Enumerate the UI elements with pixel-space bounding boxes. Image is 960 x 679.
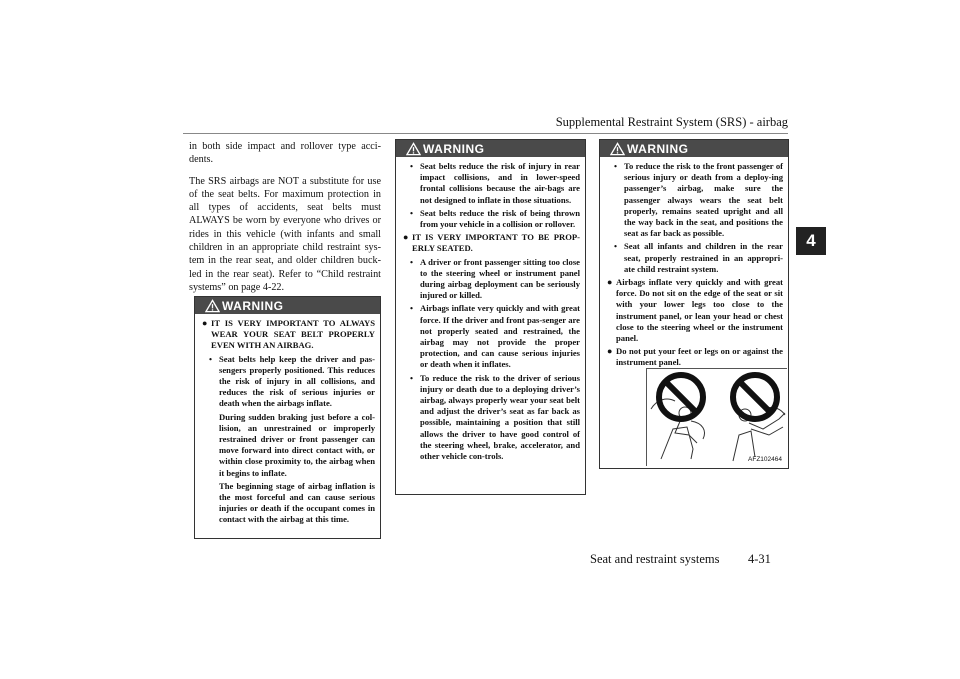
bullet-item: ● Do not put your feet or legs on or against the instrument panel. bbox=[607, 346, 783, 368]
warning-header bbox=[600, 140, 788, 157]
prohibition-icon bbox=[659, 375, 703, 419]
intro-paragraph-2: The SRS airbags are NOT a substitute for use of the seat belts. For maximum protection in all types of accidents, seat belts must ALWAYS be worn by everyone who drives or rides in this vehicle (with infants and small children in an appropriate child restraint sys-tem in the rear seat, and older children buck-led in the rear seat). Refer to “Child restraint systems” on page 4-22. bbox=[189, 175, 381, 293]
warning-box-2 bbox=[395, 139, 586, 495]
page-number: 4-31 bbox=[748, 552, 771, 566]
intro-text bbox=[189, 140, 381, 302]
bullet-item: ● Airbags inflate very quickly and with great force. Do not sit on the edge of the seat or sit with your lower legs too close to the instrument panel, or lean your head or chest close to the steering wheel or the instrument panel. bbox=[607, 277, 783, 344]
warning-triangle-icon bbox=[610, 142, 625, 156]
sub-item: • To reduce the risk to the front passenger of serious injury or death from a deploy-ing passenger’s airbag, make sure the passenger always wears the seat belt properly, remains seated upright and all the way back in the seat, and positions the seat as far back as possible. bbox=[614, 161, 783, 239]
warning-header bbox=[195, 297, 380, 314]
bullet-item: ● IT IS VERY IMPORTANT TO BE PROP-ERLY SEATED. bbox=[403, 232, 580, 254]
chapter-tab: 4 bbox=[796, 227, 826, 255]
warning-box-3 bbox=[599, 139, 789, 469]
sub-item-continued: During sudden braking just before a col-lision, an unrestrained or improperly restrained driver or front passenger can move forward into direct contact with, or within close proximity to, the airbag when it begins to inflate. bbox=[219, 411, 375, 478]
sub-item: • Seat belts reduce the risk of being thrown from your vehicle in a collision or rollover. bbox=[410, 207, 580, 230]
warning-label: WARNING bbox=[423, 141, 485, 156]
warning-label: WARNING bbox=[627, 141, 689, 156]
warning-label: WARNING bbox=[222, 298, 284, 313]
prohibition-icon bbox=[733, 375, 777, 419]
sub-item-continued: The beginning stage of airbag inflation is the most forceful and can cause serious injuries or death if the occupant comes in contact with the airbag at this time. bbox=[219, 480, 375, 525]
sub-item: • To reduce the risk to the driver of serious injury or death due to a deploying driver’s airbag, always properly wear your seat belt and adjust the driver’s seat as far back as possible, maintaining a position that still allows the driver to have good control of the steering wheel, brake, accelerator, and other vehicle con-trols. bbox=[410, 372, 580, 462]
page-header-title: Supplemental Restraint System (SRS) - airbag bbox=[555, 115, 788, 129]
bullet-item: ● IT IS VERY IMPORTANT TO ALWAYS WEAR YOUR SEAT BELT PROPERLY EVEN WITH AN AIRBAG. bbox=[202, 318, 375, 351]
warning-header bbox=[396, 140, 585, 157]
sub-item: • A driver or front passenger sitting too close to the steering wheel or instrument panel during airbag deployment can be seriously injured or killed. bbox=[410, 256, 580, 301]
illustration-code: AFZ102464 bbox=[748, 456, 782, 463]
warning-triangle-icon bbox=[406, 142, 421, 156]
sub-item: • Airbags inflate very quickly and with great force. If the driver and front pas-senger are not properly seated and restrained, the airbag may not provide the proper protection, and can cause serious injuries or death when it inflates. bbox=[410, 303, 580, 370]
prohibition-illustration bbox=[647, 369, 787, 466]
warning-box-1 bbox=[194, 296, 381, 539]
sub-item: • Seat all infants and children in the rear seat, properly restrained in an appropri-ate child restraint system. bbox=[614, 241, 783, 274]
sub-item: • Seat belts reduce the risk of injury in rear impact collisions, and in lower-speed frontal collisions because the air-bags are not designed to inflate in those situations. bbox=[410, 161, 580, 205]
bullet-icon: ● bbox=[202, 318, 208, 328]
intro-paragraph-1: in both side impact and rollover type acci-dents. bbox=[189, 141, 381, 166]
footer-section-title: Seat and restraint systems bbox=[590, 552, 720, 566]
header-divider bbox=[183, 133, 788, 134]
bullet-icon: ● bbox=[607, 277, 613, 288]
bullet-icon: ● bbox=[607, 346, 613, 357]
bullet-icon: ● bbox=[403, 232, 409, 243]
warning-triangle-icon bbox=[205, 299, 220, 313]
sub-item: • Seat belts help keep the driver and pas-sengers properly positioned. This reduces the risk of injury in all collisions, and reduces the risk of serious injuries or death when the airbags inflate. bbox=[209, 353, 375, 409]
seating-illustration bbox=[646, 368, 787, 466]
